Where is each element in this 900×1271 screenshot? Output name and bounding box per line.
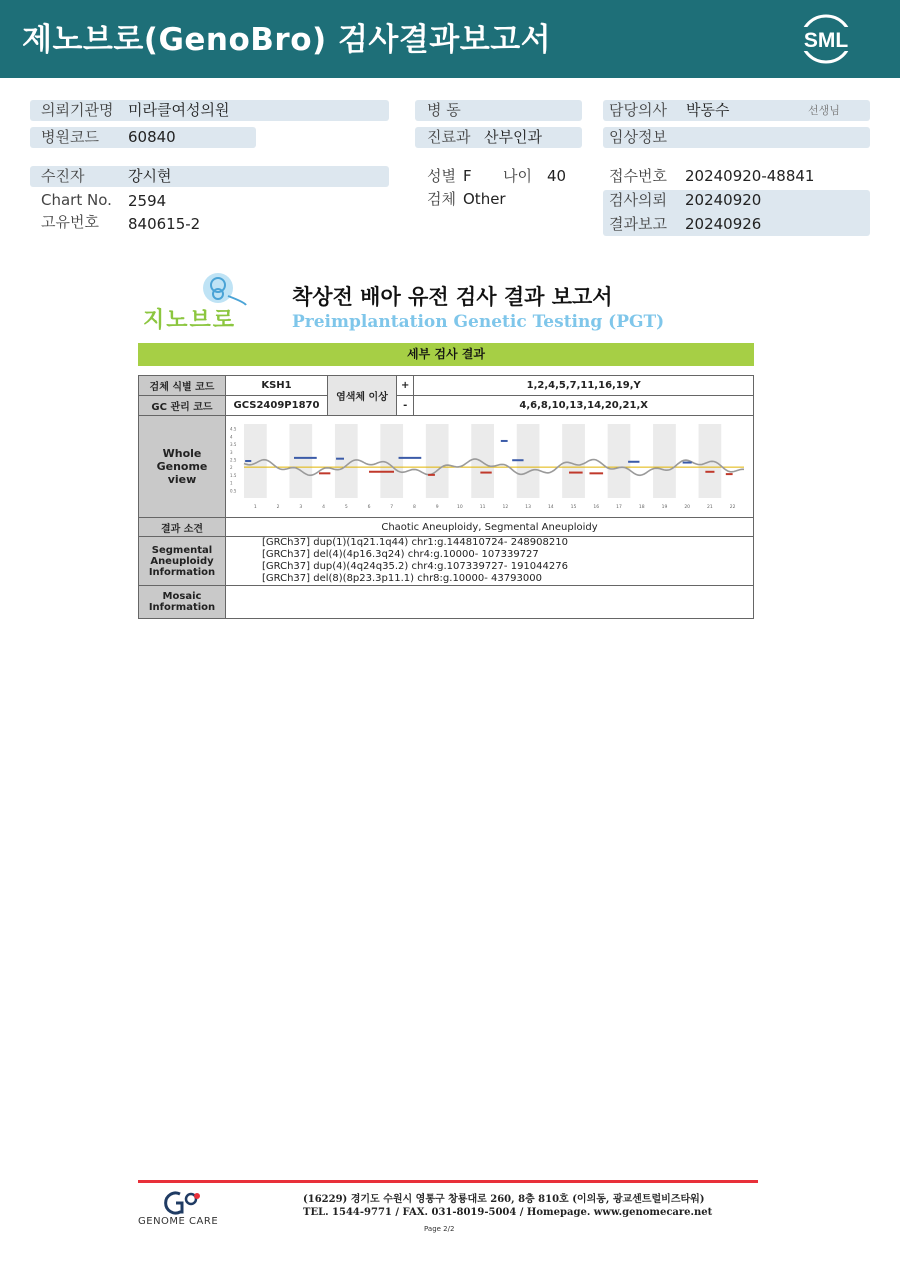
y-tick-label: 3: [230, 449, 233, 455]
page-number: Page 2/2: [424, 1225, 455, 1233]
id-value: 840615-2: [128, 215, 201, 233]
chart-label: Chart No.: [41, 191, 112, 209]
x-tick-label: 10: [457, 505, 463, 510]
sex-value: F: [463, 167, 472, 185]
mosaic-label: Mosaic Information: [139, 586, 226, 619]
age-value: 40: [547, 167, 567, 185]
chromosome-band: [653, 424, 676, 498]
table-row: [139, 416, 754, 518]
specimen-value: Other: [463, 190, 506, 208]
institution-label: 의뢰기관명: [41, 101, 114, 119]
plus-sign: +: [397, 376, 414, 396]
result-label: 결과 소견: [139, 518, 226, 537]
age-label: 나이: [503, 167, 532, 185]
dept-value: 산부인과: [484, 128, 542, 146]
y-tick-label: 1: [230, 480, 233, 486]
x-tick-label: 17: [616, 505, 622, 510]
footer-divider: [138, 1180, 758, 1183]
result-value: Chaotic Aneuploidy, Segmental Aneuploidy: [226, 518, 754, 537]
doctor-suffix: 선생님: [808, 104, 840, 117]
header-bar: [0, 0, 900, 78]
patient-label: 수진자: [41, 167, 85, 185]
request-value: 20240920: [685, 191, 762, 209]
segmental-cell: [226, 537, 754, 586]
table-row: [139, 518, 754, 537]
x-tick-label: 19: [661, 505, 668, 510]
y-tick-label: 4: [230, 434, 233, 440]
x-tick-label: 5: [344, 505, 348, 510]
segmental-line: [GRCh37] del(4)(4p16.3q24) chr4:g.10000- 107339727: [262, 549, 539, 560]
minus-value: 4,6,8,10,13,14,20,21,X: [414, 396, 754, 416]
genobro-logo-icon: [190, 272, 248, 306]
sml-logo: [796, 13, 856, 65]
gc-code-value: GCS2409P1870: [226, 396, 328, 416]
x-tick-label: 18: [638, 505, 645, 510]
segmental-line: [GRCh37] del(8)(8p23.3p11.1) chr8:g.10000- 43793000: [262, 573, 542, 584]
id-label: 고유번호: [41, 213, 99, 231]
chromosome-band: [562, 424, 585, 498]
clinical-label: 임상정보: [609, 128, 667, 146]
detail-table: [138, 375, 754, 619]
table-row: [139, 537, 754, 586]
chromosome-band: [426, 424, 449, 498]
plus-value: 1,2,4,5,7,11,16,19,Y: [414, 376, 754, 396]
x-tick-label: 15: [570, 505, 577, 510]
segmental-line: [GRCh37] dup(4)(4q24q35.2) chr4:g.107339727- 191044276: [262, 561, 568, 572]
y-tick-label: 0.5: [230, 488, 237, 494]
report-date-label: 결과보고: [609, 215, 667, 233]
patient-value: 강시현: [128, 167, 172, 185]
y-tick-label: 2: [230, 465, 233, 471]
x-tick-label: 2: [276, 505, 280, 510]
x-tick-label: 14: [547, 505, 554, 510]
x-tick-label: 3: [299, 505, 303, 510]
x-tick-label: 9: [435, 505, 439, 510]
chrom-abn-label: 염색체 이상: [328, 376, 397, 416]
reception-value: 20240920-48841: [685, 167, 815, 185]
y-tick-label: 1.5: [230, 472, 237, 478]
whole-genome-cell: [226, 416, 754, 518]
x-tick-label: 21: [707, 505, 713, 510]
section-title: 세부 검사 결과: [138, 343, 754, 366]
table-row: [139, 396, 754, 416]
table-row: [139, 586, 754, 619]
x-tick-label: 13: [525, 505, 531, 510]
report-title: 착상전 배아 유전 검사 결과 보고서: [292, 285, 613, 309]
y-tick-label: 3.5: [230, 442, 237, 448]
svg-text:SML: SML: [803, 29, 849, 52]
report-date-value: 20240926: [685, 215, 762, 233]
footer-address: [303, 1193, 712, 1219]
segmental-label: Segmental Aneuploidy Information: [139, 537, 226, 586]
reception-label: 접수번호: [609, 167, 667, 185]
x-tick-label: 11: [479, 505, 486, 510]
segmental-line: [GRCh37] dup(1)(1q21.1q44) chr1:g.144810724- 248908210: [262, 537, 568, 548]
footer-contact-line: TEL. 1544-9771 / FAX. 031-8019-5004 / Homepage. www.genomecare.net: [303, 1207, 713, 1218]
sample-id-value: KSH1: [226, 376, 328, 396]
genome-care-text: GENOME CARE: [138, 1216, 219, 1227]
dept-label: 진료과: [427, 128, 471, 146]
x-tick-label: 1: [253, 505, 257, 510]
whole-genome-chart: [228, 418, 748, 512]
table-row: [139, 376, 754, 396]
x-tick-label: 6: [367, 505, 371, 510]
mosaic-value: [226, 586, 754, 619]
genome-care-logo-icon: [160, 1190, 202, 1216]
y-tick-label: 2.5: [230, 457, 237, 463]
doctor-label: 담당의사: [609, 101, 667, 119]
chromosome-band: [471, 424, 494, 498]
doctor-value: 박동수: [686, 101, 730, 119]
hospital-code-value: 60840: [128, 128, 176, 146]
whole-genome-label: Whole Genome view: [139, 416, 226, 518]
chart-value: 2594: [128, 192, 167, 210]
report-subtitle: Preimplantation Genetic Testing (PGT): [292, 312, 665, 332]
chromosome-band: [608, 424, 631, 498]
request-label: 검사의뢰: [609, 191, 667, 209]
x-tick-label: 22: [729, 505, 736, 510]
y-tick-label: 4.5: [230, 426, 237, 432]
institution-value: 미라클여성의원: [128, 101, 230, 119]
genobro-logo-text: 지노브로: [143, 308, 237, 333]
x-tick-label: 16: [593, 505, 600, 510]
sex-label: 성별: [427, 167, 456, 185]
gc-code-label: GC 관리 코드: [139, 396, 226, 416]
x-tick-label: 20: [684, 505, 691, 510]
footer-address-line: (16229) 경기도 수원시 영통구 창룡대로 260, 8층 810호 (이의동, 광교센트럴비즈타워): [303, 1194, 705, 1205]
minus-sign: -: [397, 396, 414, 416]
specimen-label: 검체: [427, 190, 456, 208]
chromosome-band: [289, 424, 312, 498]
x-tick-label: 12: [502, 505, 509, 510]
x-tick-label: 8: [413, 505, 416, 510]
x-tick-label: 4: [322, 505, 325, 510]
ward-label: 병 동: [427, 101, 461, 119]
hospital-code-label: 병원코드: [41, 128, 99, 146]
page-title: 제노브로(GenoBro) 검사결과보고서: [22, 22, 552, 58]
x-tick-label: 7: [390, 505, 394, 510]
sample-id-label: 검체 식별 코드: [139, 376, 226, 396]
